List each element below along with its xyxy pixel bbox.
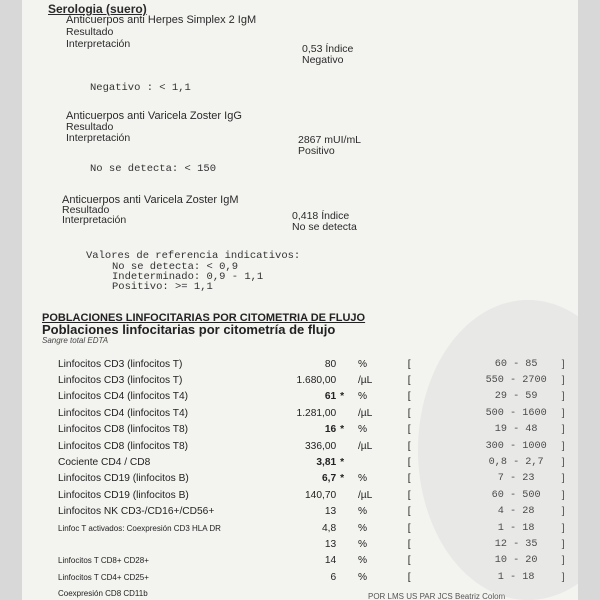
row-reference-range: 550 - 2700 [485,375,547,387]
ref-close-bracket: ] [561,407,565,419]
ref-open-bracket: [ [407,375,411,387]
table-row [58,504,578,520]
row-name: Linfocitos T CD8+ CD28+ [58,556,149,566]
row-name: Linfoc T activados: Coexpresión CD3 HLA DR [58,523,221,533]
ref-close-bracket: ] [561,571,565,583]
row-name: Linfocitos CD8 (linfocitos T8) [58,440,189,452]
row-value: 4,8 [322,522,337,534]
populations-title-caps: POBLACIONES LINFOCITARIAS POR CITOMETRIA DE FLUJO [42,312,366,324]
row-unit: % [357,473,367,485]
ref-close-bracket: ] [561,489,565,501]
reference-note: No se detecta: < 150 [90,163,217,175]
table-row [58,372,578,388]
row-value: 336,00 [305,440,337,452]
row-value: 6 [330,571,337,583]
row-unit: /µL [357,489,373,501]
row-unit: % [357,506,367,518]
row-name: Linfocitos T CD4+ CD25+ [58,572,149,582]
row-value: 16 [324,424,337,436]
row-value: 13 [324,538,337,550]
row-value [289,585,337,600]
row-name: Linfocitos NK CD3-/CD16+/CD56+ [58,506,215,518]
footer-text: POR LMS US PAR JCS Beatriz Colom [368,592,506,600]
row-flag [336,520,348,536]
row-reference-range: 19 - 48 [494,424,538,436]
table-row [58,520,578,536]
row-value: 140,70 [305,489,337,501]
ref-open-bracket: [ [407,391,411,403]
ref-open-bracket: [ [407,440,411,452]
section-title: Serologia (suero) [48,2,147,16]
ref-open-bracket: [ [407,358,411,370]
row-name: Linfocitos CD3 (linfocitos T) [58,375,183,387]
table-row [58,405,578,421]
row-reference-range: 1 - 18 [497,522,535,534]
row-name: Linfocitos CD4 (linfocitos T4) [58,391,189,403]
row-flag: * [340,391,345,403]
row-reference-range: 29 - 59 [494,391,538,403]
populations-title: Poblaciones linfocitarias por citometría de flujo [42,322,336,337]
row-value: 3,81 [316,457,337,469]
table-row [58,569,578,585]
ref-open-bracket: [ [407,489,411,501]
row-unit: /µL [357,440,373,452]
ref-close-bracket: ] [561,506,565,518]
reference-line: Indeterminado: 0,9 - 1,1 [112,271,264,283]
row-reference-range: 4 - 28 [497,506,535,518]
ref-open-bracket: [ [407,522,411,534]
row-unit: % [357,555,367,567]
row-value: 6,7 [322,473,337,485]
lab-report-page [22,0,578,600]
reference-header: Valores de referencia indicativos: [86,250,301,262]
row-reference-range: 1 - 18 [497,571,535,583]
interpretation-label: Interpretación [62,214,127,226]
result-value: 0,53 Índice [302,43,354,55]
result-label: Resultado [62,204,110,216]
table-row [58,356,578,372]
test-name: Anticuerpos anti Varicela Zoster IgG [66,110,242,122]
row-value: 13 [324,506,337,518]
row-flag [336,487,348,503]
reference-line: No se detecta: < 0,9 [112,261,239,273]
ref-close-bracket: ] [561,538,565,550]
ref-close-bracket: ] [561,555,565,567]
row-flag: * [340,457,345,469]
ref-open-bracket: [ [407,571,411,583]
result-label: Resultado [66,121,114,133]
table-row [58,536,578,552]
interpretation-label: Interpretación [66,132,131,144]
row-reference-range: 60 - 85 [494,358,538,370]
row-value: 1.680,00 [296,375,337,387]
ref-close-bracket: ] [561,424,565,436]
ref-open-bracket: [ [407,407,411,419]
row-reference-range: 10 - 20 [494,555,538,567]
ref-close-bracket [562,585,578,600]
row-unit: % [357,424,367,436]
ref-open-bracket: [ [407,473,411,485]
result-value: 2867 mUI/mL [298,134,362,146]
ref-open-bracket: [ [407,506,411,518]
result-label: Resultado [66,26,114,38]
row-reference-range: 500 - 1600 [485,407,547,419]
row-name [58,536,289,552]
row-flag [336,372,348,388]
row-flag [336,585,348,600]
ref-close-bracket: ] [561,375,565,387]
row-name: Linfocitos CD8 (linfocitos T8) [58,424,189,436]
test-name: Anticuerpos anti Varicela Zoster IgM [62,194,239,206]
table-row [58,389,578,405]
row-value: 61 [324,391,337,403]
reference-note: Negativo : < 1,1 [90,82,191,94]
ref-open-bracket: [ [407,538,411,550]
ref-close-bracket: ] [561,522,565,534]
row-unit: % [357,522,367,534]
row-flag [336,536,348,552]
row-flag [336,553,348,569]
interpretation-value: Negativo [302,54,344,66]
ref-close-bracket: ] [561,440,565,452]
row-flag: * [340,424,345,436]
ref-open-bracket: [ [407,457,411,469]
row-name: Linfocitos CD3 (linfocitos T) [58,358,183,370]
row-unit: % [357,571,367,583]
ref-open-bracket: [ [407,555,411,567]
table-row [58,471,578,487]
row-value: 1.281,00 [296,407,337,419]
table-row [58,553,578,569]
results-table [58,356,578,600]
row-flag [336,438,348,454]
test-name: Anticuerpos anti Herpes Simplex 2 IgM [66,14,257,26]
row-reference-range: 300 - 1000 [485,440,547,452]
row-name: Linfocitos CD19 (linfocitos B) [58,473,189,485]
table-row [58,422,578,438]
row-unit: % [357,391,367,403]
sample-type: Sangre total EDTA [42,336,109,345]
row-unit: % [357,358,367,370]
row-unit [348,454,408,470]
row-flag [336,504,348,520]
ref-close-bracket: ] [561,391,565,403]
ref-close-bracket: ] [561,358,565,370]
row-flag [336,356,348,372]
ref-close-bracket: ] [561,457,565,469]
row-value: 14 [324,555,337,567]
table-row [58,487,578,503]
row-flag: * [340,473,345,485]
row-reference-range: 12 - 35 [494,538,538,550]
ref-close-bracket: ] [561,473,565,485]
row-name: Cociente CD4 / CD8 [58,457,151,469]
interpretation-label: Interpretación [66,38,131,50]
row-unit: % [357,538,367,550]
row-name: Coexpresión CD8 CD11b [58,589,148,599]
row-unit: /µL [357,407,373,419]
ref-open-bracket: [ [407,424,411,436]
row-flag [336,569,348,585]
row-reference-range: 7 - 23 [497,473,535,485]
row-name: Linfocitos CD4 (linfocitos T4) [58,407,189,419]
interpretation-value: No se detecta [292,221,357,233]
row-reference-range: 60 - 500 [491,489,541,501]
reference-line: Positivo: >= 1,1 [112,281,213,293]
row-flag [336,405,348,421]
row-name: Linfocitos CD19 (linfocitos B) [58,489,189,501]
row-reference-range: 0,8 - 2,7 [488,457,544,469]
row-value: 80 [324,358,337,370]
table-row [58,438,578,454]
row-unit: /µL [357,375,373,387]
interpretation-value: Positivo [298,145,335,157]
table-row [58,454,578,470]
result-value: 0,418 Índice [292,210,350,222]
